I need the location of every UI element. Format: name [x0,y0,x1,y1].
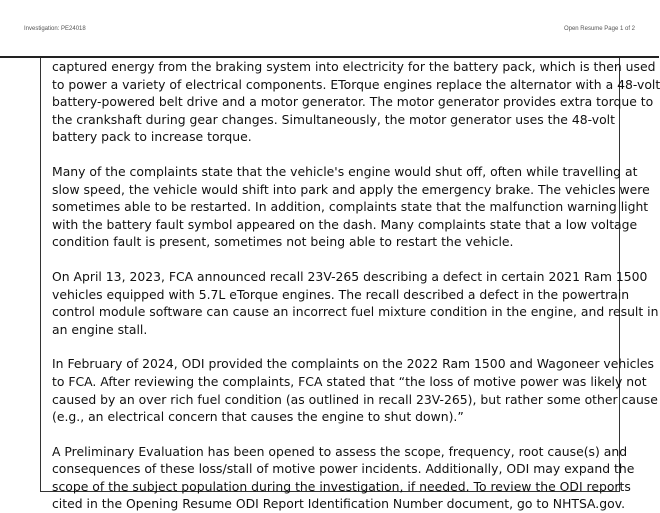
text-line: On April 13, 2023, FCA announced recall 23V-265 describing a defect in certain 2021 Ram 1500 [52,268,648,284]
text-line: cited in the Opening Resume ODI Report Identification Number document, go to NHTSA.gov. [52,496,626,512]
text-line: condition fault is present, sometimes not being able to restart the vehicle. [52,234,514,250]
page-info: Open Resume Page 1 of 2 [563,26,635,32]
text-line: captured energy from the braking system into electricity for the battery pack, which is then used [52,59,656,74]
text-line: (e.g., an electrical concern that causes the engine to shut down).” [52,409,464,425]
investigation-number: Investigation: PE24018 [24,26,86,32]
text-line: sometimes able to be restarted. In addition, complaints state that the malfunction warning light [52,199,649,215]
paragraph-electrical-system [52,58,660,146]
text-line: scope of the subject population during the investigation, if needed. To review the ODI reports [52,478,631,494]
paragraph-fca-response [52,355,658,425]
text-line: control module software can cause an incorrect fuel mixture condition in the engine, and result in [52,304,659,320]
resume-body [40,58,660,512]
text-line: Many of the complaints state that the vehicle's engine would shut off, often while travelling at [52,163,638,179]
page-header [0,0,659,56]
text-line: to FCA. After reviewing the complaints, FCA stated that “the loss of motive power was likely not [52,373,647,389]
text-line: A Preliminary Evaluation has been opened to assess the scope, frequency, root cause(s) and [52,443,628,459]
text-line: In February of 2024, ODI provided the complaints on the 2022 Ram 1500 and Wagoneer vehicles [52,356,654,372]
paragraph-recall [52,268,659,338]
text-line: consequences of these loss/stall of motive power incidents. Additionally, ODI may expand the [52,461,635,477]
text-line: battery-powered belt drive and a motor generator. The motor generator provides extra torque to [52,94,654,110]
text-line: slow speed, the vehicle would shift into park and apply the emergency brake. The vehicles were [52,181,650,197]
text-line: caused by an over rich fuel condition (as outlined in recall 23V-265), but rather some other cause [52,391,658,407]
text-line: vehicles equipped with 5.7L eTorque engines. The recall described a defect in the powertrain [52,286,630,302]
text-line: battery pack to increase torque. [52,129,252,145]
text-line: with the battery fault symbol appeared on the dash. Many complaints state that a low voltage [52,216,638,232]
text-line: an engine stall. [52,321,148,337]
paragraph-complaints [52,163,650,251]
text-line: the crankshaft during gear changes. Simultaneously, the motor generator uses the 48-volt [52,111,615,127]
text-line: to power a variety of electrical components. ETorque engines replace the alternator with a 48-volt [52,76,660,92]
paragraph-preliminary-evaluation [52,443,635,513]
